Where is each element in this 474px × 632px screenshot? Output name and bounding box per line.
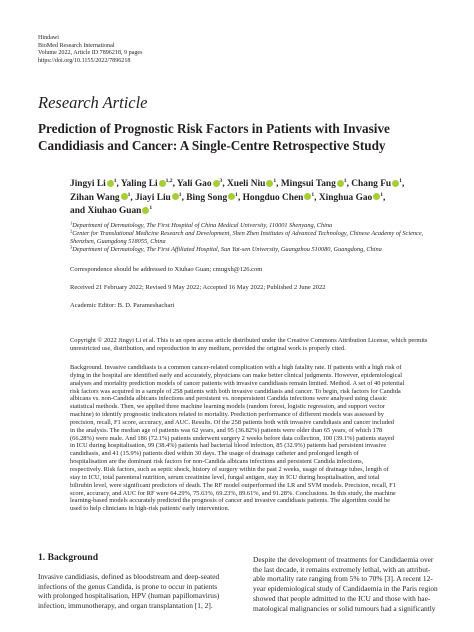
- body-text-line: with prolonged hospitalisation, HPV (human papillomavirus): [38, 591, 220, 601]
- abstract-line: respectively. Risk factors, such as septic shock, history of surgery within the past 2 weeks, usage of drainage tubes, length of: [70, 465, 389, 473]
- correspondence-note: Correspondence should be addressed to Xiuhao Guan; cmugxh@126.com: [70, 266, 263, 273]
- author-affiliation-number: 1: [149, 205, 153, 212]
- author-name: Mingsui Tang: [280, 179, 336, 189]
- journal-masthead: [38, 35, 142, 65]
- journal-name: BioMed Research International: [38, 42, 115, 49]
- publisher-name: Hindawi: [38, 35, 59, 41]
- author-list: [70, 178, 450, 219]
- author-name: Hongduo Chen: [242, 192, 304, 203]
- author: [281, 179, 347, 189]
- author: [319, 193, 383, 203]
- affiliation: [70, 246, 442, 253]
- author-line: Zihan Wang $^1$, Jiayi Liu $^1$, Bing Song $^1$, Hongduo Chen $^1$, Xinghua Gao $^1$,: [70, 191, 386, 203]
- abstract-line: analyses and mortality prediction models of cancer patients with invasive candidiasis remain limited. Method. A set of 40 potential: [70, 379, 405, 387]
- title-line: Candidiasis and Cancer: A Single-Centre Retrospective Study: [38, 137, 386, 153]
- affiliation-list: [70, 222, 442, 255]
- affiliation: [70, 230, 442, 245]
- author-name: Chang Fu: [351, 179, 392, 189]
- abstract-line: Background. Invasive candidiasis is a common cancer-related complication with a high fatality rate. If patients with a high risk of: [70, 364, 402, 371]
- abstract-line: bilirubin level, were significant predictors of death. The RF model outperformed the LR and SVM models. Precision, recall, F1: [70, 481, 396, 489]
- body-text-line: the last decade, it remains extremely lethal, with an attribut-: [253, 564, 431, 574]
- author-line: Jingyi Li $^1$, Yaling Li $^{1,2}$, Yali Gao $^3$, Xueli Niu $^1$, Mingsui Tang $^1$, Chang Fu $^1$,: [70, 178, 405, 189]
- author-affiliation-number: 1: [235, 191, 238, 198]
- author-name: Yali Gao: [176, 179, 212, 189]
- abstract-line: in the analysis. The median age of patients was 62 years, and 95 (36.82%) patients were older than 65 years, of which 178: [70, 426, 383, 434]
- body-column-right: [253, 555, 449, 613]
- orcid-icon[interactable]: [159, 180, 166, 187]
- affiliation-text: Department of Dermatology, The First Hospital of China Medical University, 110001 Shenyang, China: [72, 222, 333, 229]
- abstract: [70, 364, 443, 513]
- author-name: Zihan Wang: [70, 192, 120, 203]
- author: [227, 179, 276, 189]
- affiliation-number: 2: [70, 228, 73, 234]
- author-name: Bing Song: [186, 192, 228, 203]
- affiliation: [70, 222, 442, 229]
- author-affiliation-number: 1: [127, 191, 131, 198]
- body-text-line: matological malignancies or solid tumours had a significantly: [253, 603, 436, 613]
- abstract-line: learning-based models accurately predicted the prognosis of cancer and invasive candidiasis patients. The algorithm could be: [70, 497, 391, 505]
- body-text-line: able mortality rate ranging from 5% to 70% [3]. A recent 12-: [253, 574, 433, 584]
- author-affiliation-number: 1: [343, 178, 347, 184]
- author-affiliation-number: 3: [219, 178, 223, 184]
- abstract-line: precision, recall, F1 score, accuracy, and AUC. Results. Of the 258 patients both with invasive candidiasis and cancer included: [70, 418, 394, 426]
- title-line: Prediction of Prognostic Risk Factors in Patients with Invasive: [38, 121, 390, 136]
- body-text-line: year epidemiological study of Candidaemia in the Paris region: [253, 584, 438, 594]
- abstract-line: hospitalisation are the dominant risk factors for non-Candida albicans infections and persistent Candida infections,: [70, 458, 364, 466]
- author: [87, 206, 152, 216]
- author-name: Xueli Niu: [227, 179, 266, 189]
- body-text-line: Despite the development of treatments for Candidaemia over: [253, 555, 434, 564]
- body-text-line: Invasive candidiasis, defined as bloodstream and deep-seated: [38, 572, 220, 581]
- orcid-icon[interactable]: [172, 193, 179, 200]
- author: [177, 179, 222, 189]
- and-conjunction: and: [70, 206, 86, 217]
- abstract-line: machine) to identify prognostic indicators related to mortality. Prediction performance of different models was assessed by: [70, 411, 384, 419]
- affiliation-number: 3: [70, 244, 73, 250]
- body-text-line: showed that people admitted to the ICU and those with hae-: [253, 593, 431, 603]
- author-affiliation-number: 1,2: [165, 178, 173, 184]
- orcid-icon[interactable]: [213, 180, 220, 187]
- author-affiliation-number: 1: [113, 178, 117, 184]
- author-line: [70, 205, 450, 219]
- affiliation-number: 1: [70, 220, 73, 226]
- abstract-line: stay in ICU, total parenteral nutrition, serum creatinine level, fungal antigen, stay in ICU during hospitalisation, and total: [70, 473, 380, 481]
- copyright-notice: Copyright © 2022 Jingyi Li et al. This is an open access article distributed under the Creative Commons Attribution License, which permits unrestricted use, distribution, and reproduction in any medium, provided the original work is properly cited.: [70, 337, 428, 352]
- author-name: Jingyi Li: [70, 179, 106, 189]
- abstract-line: used to help clinicians in high-risk patients' early intervention.: [70, 505, 230, 513]
- body-text-line: infection, immunotherapy, and organ transplantation [1, 2].: [38, 601, 213, 611]
- author: [70, 179, 116, 189]
- abstract-line: dying in the hospital are identified early and accurately, physicians can make better clinical judgments. However, epidemiological: [70, 371, 403, 379]
- author: [70, 193, 130, 203]
- orcid-icon[interactable]: [107, 180, 114, 187]
- abstract-line: score, accuracy, and AUC for RF were 64.29%, 75.63%, 69.23%, 89.61%, and 91.28%. Conclusions. In this study, the machine: [70, 489, 396, 497]
- author: [121, 179, 173, 189]
- author-name: Xiuhao Guan: [87, 206, 142, 217]
- author-name: Jiayi Liu: [135, 192, 171, 203]
- author-affiliation-number: 1: [380, 191, 384, 198]
- publication-dates: Received 21 February 2022; Revised 9 May 2022; Accepted 16 May 2022; Published 2 June 2022: [70, 284, 326, 291]
- author: [186, 193, 238, 203]
- article-type: Research Article: [38, 93, 148, 112]
- abstract-line: risk factors was acquired in a sample of 258 patients with both invasive candidiasis and cancer. To begin, risk factors for Candida: [70, 387, 401, 395]
- body-column-left: [38, 572, 234, 611]
- abstract-line: candidiasis, and 41 (15.9%) patients died within 30 days. The usage of drainage catheter and prolonged length of: [70, 450, 359, 458]
- abstract-line: statistical methods. Then, we applied three machine learning models (random forest, logistic regression, and support vector: [70, 403, 385, 411]
- affiliation-text: Center for Translational Medicine Research and Development, Shen Zhen Institutes of Advanced Technology, Chinese Academy of Science, Shenzhen, Guangdong 518055, China: [70, 230, 424, 245]
- abstract-line: (66.28%) were male. And 186 (72.1%) patients underwent surgery 2 weeks before data collection, 100 (39.1%) patients stayed: [70, 434, 394, 442]
- doi-link[interactable]: https://doi.org/10.1155/2022/7896218: [38, 57, 131, 64]
- author: [135, 193, 181, 203]
- author-affiliation-number: 1: [273, 178, 277, 184]
- abstract-line: albicans vs. non-Candida albicans infections and persistent vs. nonpersistent Candida infections were analysed using classic: [70, 395, 387, 403]
- volume-info: Volume 2022, Article ID 7896218, 9 pages: [38, 50, 143, 57]
- author-affiliation-number: 1: [178, 191, 182, 198]
- author-affiliation-number: 1: [399, 178, 402, 184]
- article-title: [38, 121, 448, 154]
- body-text-line: infections of the genus Candida, is prone to occur in patients: [38, 581, 218, 591]
- author-name: Xinghua Gao: [318, 192, 373, 203]
- section-heading: 1. Background: [38, 552, 99, 563]
- academic-editor: Academic Editor: B. D. Parameshachari: [70, 302, 175, 309]
- author: [243, 193, 315, 203]
- affiliation-text: Department of Dermatology, The First Affiliated Hospital, Sun Yat-sen University, Guangzhou 510080, Guangdong, China: [72, 246, 382, 254]
- orcid-icon[interactable]: [337, 180, 344, 187]
- author: [351, 179, 402, 189]
- author-name: Yaling Li: [120, 179, 158, 189]
- orcid-icon[interactable]: [121, 193, 128, 200]
- author-affiliation-number: 1: [311, 191, 315, 198]
- abstract-line: in ICU during hospitalisation, 99 (38.4%) patients had bacterial blood infection, 85 (32.9%) patients had persistent invasive: [70, 442, 387, 450]
